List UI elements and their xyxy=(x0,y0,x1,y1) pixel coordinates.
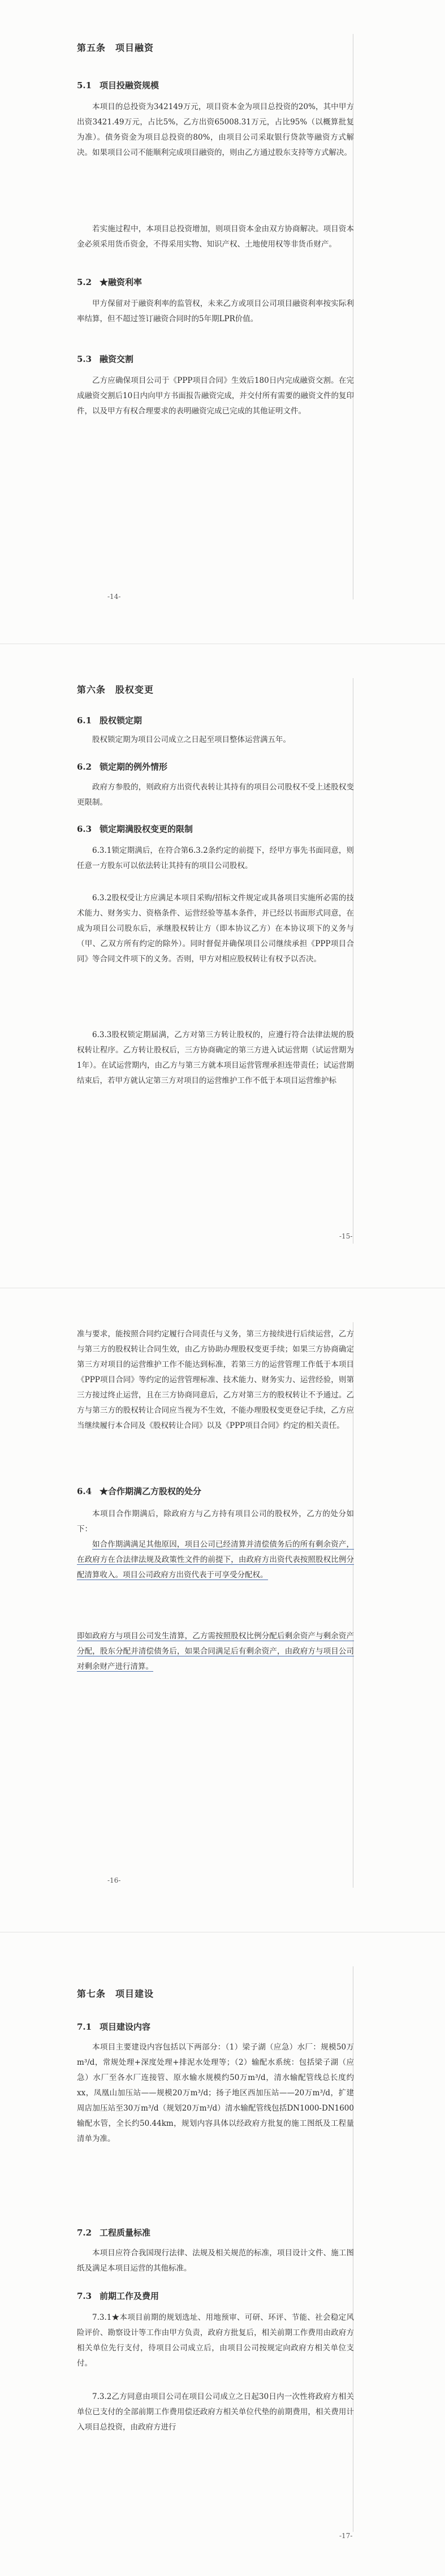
article-6-title: 第六条 股权变更 xyxy=(77,684,154,695)
section-5-1-heading xyxy=(77,79,159,91)
paragraph-6-3-3: 6.3.3股权锁定期届满，乙方对第三方转让股权的，应遵行符合法律法规的股权转让程序。乙方转让股权后，三方协商确定的第三方进入试运营期（试运营期为1年）。在试运营期内，由乙方与第三方就本项目运营管理承担连带责任；试运营期结束后，若甲方就认定第三方对项目的运营维护工作不低于本项目运营维护标 xyxy=(77,1030,354,1085)
paragraph-7-2: 本项目应符合我国现行法律、法规及相关规范的标准，项目设计文件、施工图纸及满足本项目运营的其他标准。 xyxy=(77,2249,354,2273)
paragraph-5-3: 乙方应确保项目公司于《PPP项目合同》生效后180日内完成融资交割。在完成融资交割后10日内向甲方书面报告融资完成，并交付所有需要的融资文件的复印件，以及甲方有权合理要求的表明融资完成已完成的其他证明文件。 xyxy=(77,376,354,416)
paragraph-6-4-intro: 本项目合作期满后，除政府方与乙方持有项目公司的股权外，乙方的处分如下： xyxy=(77,1509,354,1534)
document-page-14 xyxy=(0,0,445,644)
document-page-16 xyxy=(0,1288,445,1932)
page-number: -17- xyxy=(339,2532,353,2540)
paragraph-5-1-a: 本项目的总投资为342149万元，项目资本金为项目总投资的20%，其中甲方出资3421.49万元，占比5%，乙方出资65008.31万元，占比95%（以概算批复为准）。债务资金为项目总投资的80%，由项目公司采取银行贷款等融资方式解决。如果项目公司不能顺利完成项目融资的，则由乙方通过股东支持等方式解决。 xyxy=(77,102,354,157)
page-number: -15- xyxy=(339,1232,353,1240)
page-number: -16- xyxy=(107,1876,121,1884)
paragraph-6-3-2: 6.3.2股权受让方应满足本项目采购/招标文件规定或具备项目实施所必需的技术能力、财务实力、资格条件、运营经验等基本条件，并已经以书面形式同意，在成为项目公司股东后，承继股权转让方（即本协议乙方）在本协议项下的义务与（甲、乙双方所有约定的除外）。同时督促并确保项目公司继续承担《PPP项目合同》等合同文件项下的义务。否则，甲方对相应股权转让有权予以否决。 xyxy=(77,894,354,964)
paragraph-6-3-1: 6.3.1锁定期满后，在符合第6.3.2条约定的前提下，经甲方事先书面同意，则任意一方股东可以依法转让其持有的项目公司股权。 xyxy=(77,846,354,870)
section-number: 7.2 xyxy=(77,2228,92,2238)
underlined-text: 如合作期满满足其他原因，项目公司已经清算并清偿债务后的所有剩余资产，在政府方在合法律法规及政策性文件的前提下，由政府方出资代表按照股权比例分配清算收入。项目公司政府方出资代表于可享受分配权。 xyxy=(77,1540,354,1580)
article-7-title: 第七条 项目建设 xyxy=(77,1988,154,1999)
section-5-2-heading xyxy=(77,276,142,288)
section-title: 股权锁定期 xyxy=(100,715,142,726)
section-title: 融资交割 xyxy=(100,354,134,364)
section-title: 锁定期的例外情形 xyxy=(100,762,168,772)
paragraph-7-1: 本项目主要建设内容包括以下两部分：（1）梁子湖（应急）水厂：规模50万m³/d，常规处理+深度处理+排泥水处理等；（2）输配水系统：包括梁子湖（应急）水厂至各水厂连接管、原水输水规模约50万m³/d，清水输配管线总长度约xx，凤凰山加压站——规模20万m³/d；扬子地区西加压站——20万m³/d，扩建周店加压站至30万m³/d（规划20万m³/d）清水输配管线包括DN1000-DN1600输配水管，全长约50.44km，规划内容具体以经政府方批复的施工图纸及工程量清单为准。 xyxy=(77,2043,354,2143)
paragraph-6-3-3-continued: 准与要求，能按照合同约定履行合同责任与义务，第三方接续进行后续运营，乙方与第三方的股权转让合同生效，由乙方协助办理股权变更手续；如果三方协商确定第三方对项目的运营维护工作不能达到标准，若第三方的运营管理工作低于本项目《PPP项目合同》等约定的运营管理标准、技术能力、财务实力、运营经验，则第三方接过终止运营，且在三方协商同意后，乙方对第三方的股权转让不予通过。乙方与第三方的股权转让合同应当视为不生效，不能办理股权变更登记手续，乙方应当继续履行本合同及《股权转让合同》以及《PPP项目合同》约定的相关责任。 xyxy=(77,1330,354,1430)
section-6-1-heading xyxy=(77,714,142,726)
paragraph-7-3-1: 7.3.1★本项目前期的规划选址、用地预审、可研、环评、节能、社会稳定风险评价、勘察设计等工作由甲方负责，政府方批复后，相关前期工作费用由政府方相关单位先行支付，待项目公司成立后，由项目公司按规定向政府方相关单位支付。 xyxy=(77,2313,354,2368)
document-page-17 xyxy=(0,1932,445,2576)
underlined-text: 即如政府方与项目公司发生清算，乙方需按照股权比例分配后剩余资产与剩余资产分配，股东分配并清偿债务后，如果合同满足后有剩余资产，由政府方与项目公司对剩余财产进行清算。 xyxy=(77,1632,354,1671)
page-number: -14- xyxy=(107,593,121,601)
paragraph-6-1: 股权锁定期为项目公司成立之日起至项目整体运营满五年。 xyxy=(92,735,291,744)
paragraph-6-4-underlined-a xyxy=(77,1537,354,1583)
section-7-3-heading xyxy=(77,2290,159,2302)
paragraph-5-2: 甲方保留对于融资利率的监管权，未来乙方或项目公司项目融资利率按实际利率结算，但不超过签订融资合同时的5年期LPR价值。 xyxy=(77,299,354,323)
section-title: 项目投融资规模 xyxy=(100,80,159,90)
section-title: ★合作期满乙方股权的处分 xyxy=(100,1486,202,1496)
section-number: 6.4 xyxy=(77,1486,92,1496)
paragraph-5-1-b: 若实施过程中，本项目总投资增加，则项目资本金由双方协商解决。项目资本金必须采用货币资金，不得采用实物、知识产权、土地使用权等非货币财产。 xyxy=(77,225,354,249)
section-number: 7.3 xyxy=(77,2291,92,2301)
document-page-15 xyxy=(0,644,445,1288)
section-number: 6.2 xyxy=(77,762,92,772)
section-7-2-heading xyxy=(77,2227,150,2238)
section-title: 锁定期满股权变更的限制 xyxy=(100,824,193,834)
section-6-3-heading xyxy=(77,823,193,835)
section-title: ★融资利率 xyxy=(100,277,142,287)
section-title: 工程质量标准 xyxy=(100,2228,151,2238)
section-7-1-heading xyxy=(77,2021,150,2033)
section-number: 6.1 xyxy=(77,715,92,726)
section-5-3-heading xyxy=(77,353,133,365)
section-6-4-heading xyxy=(77,1485,201,1497)
paragraph-6-2: 政府方参股的，则政府方出资代表转让其持有的项目公司股权不受上述股权变更限制。 xyxy=(77,783,354,807)
section-number: 5.3 xyxy=(77,354,92,364)
section-number: 5.1 xyxy=(77,80,92,90)
section-number: 5.2 xyxy=(77,277,92,287)
section-6-2-heading xyxy=(77,761,167,773)
article-5-title: 第五条 项目融资 xyxy=(77,42,154,53)
section-number: 6.3 xyxy=(77,824,92,834)
section-number: 7.1 xyxy=(77,2022,92,2032)
section-title: 前期工作及费用 xyxy=(100,2291,159,2301)
section-title: 项目建设内容 xyxy=(100,2022,151,2032)
paragraph-6-4-underlined-b xyxy=(77,1629,354,1675)
paragraph-7-3-2: 7.3.2乙方同意由项目公司在项目公司成立之日起30日内一次性将政府方相关单位已支付的全部前期工作费用偿还政府方相关单位代垫的前期费用，相关费用计入项目总投资，由政府方进行 xyxy=(77,2392,354,2432)
